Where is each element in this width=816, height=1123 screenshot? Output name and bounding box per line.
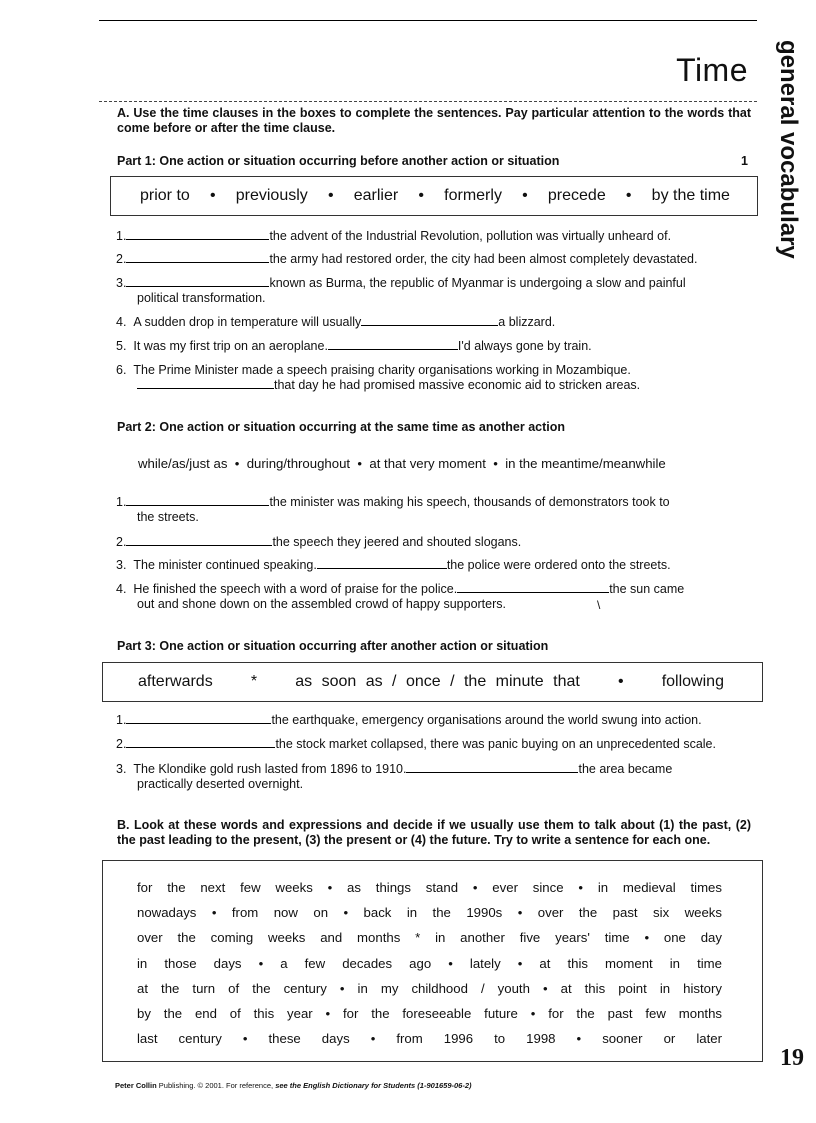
answer-blank[interactable] <box>137 378 274 389</box>
exercise-sentence: 4. A sudden drop in temperature will usually a blizzard. <box>116 315 556 329</box>
answer-blank[interactable] <box>126 252 269 263</box>
word-item: as soon as / once / the minute that <box>295 673 580 690</box>
footer-publisher: Peter Collin <box>115 1081 157 1090</box>
word-item: during/throughout <box>246 456 351 471</box>
expression-line: for the next few weeks • as things stand • ever since • in medieval times <box>137 880 722 895</box>
title-divider <box>99 101 757 102</box>
exercise-sentence: 3. The minister continued speaking. the police were ordered onto the streets. <box>116 558 671 572</box>
part1-number: 1 <box>741 154 748 168</box>
exercise-sentence: 1. the earthquake, emergency organisations around the world swung into action. <box>116 713 702 727</box>
part3-heading: Part 3: One action or situation occurring after another action or situation <box>117 639 549 653</box>
exercise-sentence: 2. the speech they jeered and shouted slogans. <box>116 535 522 549</box>
part3-word-box <box>102 662 763 702</box>
answer-blank[interactable] <box>126 737 275 748</box>
stray-mark: \ <box>597 598 601 612</box>
part1-heading: Part 1: One action or situation occurring before another action or situation <box>117 154 560 168</box>
part2-word-list: while/as/just as • during/throughout • at that very moment • in the meantime/meanwhile <box>138 456 666 471</box>
expression-line: by the end of this year • for the foreseeable future • for the past few months <box>137 1006 722 1021</box>
answer-blank[interactable] <box>126 229 269 240</box>
top-rule <box>99 20 757 21</box>
part2-heading: Part 2: One action or situation occurring at the same time as another action <box>117 420 566 434</box>
expression-line: last century • these days • from 1996 to 1998 • sooner or later <box>137 1031 722 1046</box>
part1-word-list: prior to • previously • earlier • formerly • precede • by the time <box>140 187 730 204</box>
side-label: general vocabulary <box>775 40 802 259</box>
footer-reference: see the English Dictionary for Students (1-901659-06-2) <box>275 1081 472 1090</box>
answer-blank[interactable] <box>126 713 271 724</box>
exercise-sentence: 3. The Klondike gold rush lasted from 1896 to 1910. the area became practically deserted overnight. <box>116 762 673 791</box>
exercise-sentence: 6. The Prime Minister made a speech praising charity organisations working in Mozambique. that day he had promised massive economic aid to stricken areas. <box>116 363 641 392</box>
exercise-sentence: 2. the army had restored order, the city had been almost completely devastated. <box>116 252 698 266</box>
part3-word-list: afterwards * as soon as / once / the minute that • following <box>138 673 724 690</box>
side-tab <box>768 40 808 270</box>
answer-blank[interactable] <box>457 582 609 593</box>
footer <box>115 1081 472 1090</box>
exercise-sentence: 3. known as Burma, the republic of Myanmar is undergoing a slow and painful political transformation. <box>116 276 686 305</box>
word-item: in the meantime/meanwhile <box>505 456 666 471</box>
expression-line: in those days • a few decades ago • lately • at this moment in time <box>137 956 722 971</box>
answer-blank[interactable] <box>317 558 447 569</box>
word-item: by the time <box>651 187 730 204</box>
page-title: Time <box>676 52 748 88</box>
section-a-instruction: A. Use the time clauses in the boxes to complete the sentences. Pay particular attention to the words that come before or after the time clause. <box>117 106 751 135</box>
exercise-sentence: 4. He finished the speech with a word of praise for the police. the sun came out and shone down on the assembled crowd of happy supporters. <box>116 582 685 611</box>
footer-text: Publishing. © 2001. For reference, <box>156 1081 276 1090</box>
word-item: at that very moment <box>369 456 486 471</box>
exercise-sentence: 1. the advent of the Industrial Revolution, pollution was virtually unheard of. <box>116 229 672 243</box>
word-item: formerly <box>444 187 502 204</box>
expression-line: nowadays • from now on • back in the 1990s • over the past six weeks <box>137 905 722 920</box>
word-item: previously <box>235 187 308 204</box>
part1-word-box <box>110 176 758 216</box>
expression-line: at the turn of the century • in my childhood / youth • at this point in history <box>137 981 722 996</box>
word-item: prior to <box>140 187 190 204</box>
word-item: earlier <box>353 187 399 204</box>
word-item: afterwards <box>138 673 213 690</box>
exercise-sentence: 2. the stock market collapsed, there was panic buying on an unprecedented scale. <box>116 737 716 751</box>
answer-blank[interactable] <box>328 339 458 350</box>
word-item: precede <box>547 187 606 204</box>
page-number: 19 <box>780 1045 804 1071</box>
exercise-sentence: 1. the minister was making his speech, thousands of demonstrators took to the streets. <box>116 495 670 524</box>
section-b-instruction: B. Look at these words and expressions and decide if we usually use them to talk about (1) the past, (2) the past leading to the present, (3) the present or (4) the future. Try to write a sentence for each one. <box>117 818 751 847</box>
answer-blank[interactable] <box>126 535 272 546</box>
answer-blank[interactable] <box>406 762 578 773</box>
word-item: following <box>661 673 724 690</box>
word-item: while/as/just as <box>138 456 228 471</box>
answer-blank[interactable] <box>361 315 498 326</box>
answer-blank[interactable] <box>126 495 269 506</box>
expression-line: over the coming weeks and months * in another five years' time • one day <box>137 930 722 945</box>
exercise-sentence: 5. It was my first trip on an aeroplane. I'd always gone by train. <box>116 339 592 353</box>
answer-blank[interactable] <box>126 276 269 287</box>
